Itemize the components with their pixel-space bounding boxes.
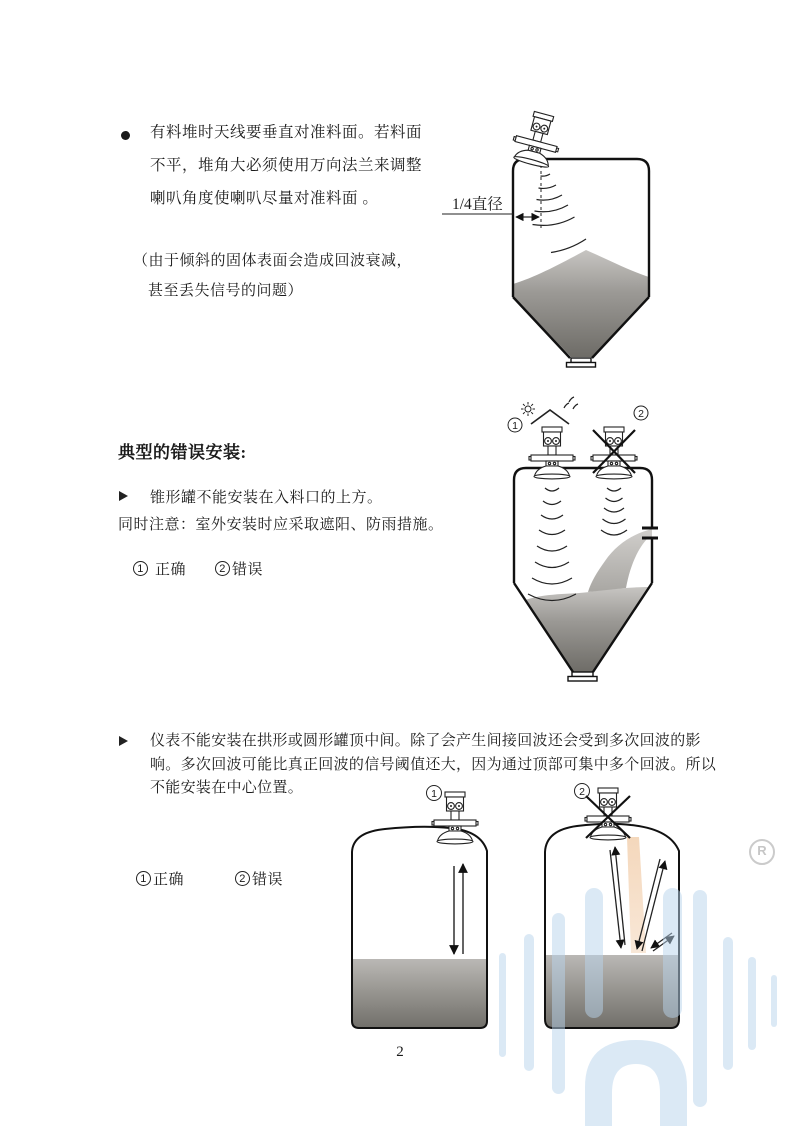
s2-legend-wrong: 错误 <box>232 562 264 578</box>
s2-heading: 典型的错误安装: <box>118 443 247 462</box>
s1-note-line-2: 甚至丢失信号的问题） <box>148 283 304 299</box>
s1-line-3: 喇叭角度使喇叭尽量对准料面 。 <box>150 190 379 207</box>
conical-tank-diagram <box>430 380 750 700</box>
dim-label-text: 1/4直径 <box>452 196 503 213</box>
measurement-arrows <box>454 864 463 954</box>
s1-note <box>133 246 412 306</box>
page-number: 2 <box>396 1044 404 1060</box>
material-pile-fill <box>513 250 649 357</box>
s2-item-line: 锥形罐不能安装在入料口的上方。 <box>150 490 383 506</box>
circled-1-label: 1 <box>133 561 148 576</box>
radar-sensor-icon <box>432 792 478 844</box>
material-fill <box>545 955 679 1028</box>
sun-icon <box>521 402 535 416</box>
circled-2-label: 2 <box>215 561 230 576</box>
horn-waves-left <box>528 488 576 601</box>
arched-tank-correct-diagram <box>340 782 500 1034</box>
circled-1-label <box>508 418 522 432</box>
s2-note-line: 同时注意：室外安装时应采取遮阳、防雨措施。 <box>118 517 444 533</box>
radar-sensor-correct-icon <box>529 427 575 479</box>
s3-line-3: 不能安装在中心位置。 <box>150 780 304 796</box>
s3-legend <box>136 868 283 889</box>
rain-icon <box>564 397 578 409</box>
s1-paragraph <box>150 116 422 215</box>
circled-1-label: 1 <box>136 871 151 886</box>
s1-note-line-1: （由于倾斜的固体表面会造成回波衰减， <box>133 253 413 269</box>
outlet-flange <box>568 672 597 681</box>
horn-waves-right <box>601 488 627 535</box>
s3-legend-correct: 正确 <box>153 872 185 888</box>
s3-line-2: 响。多次回波可能比真正回波的信号阈值还大，因为通过顶部可集中多个回波。所以 <box>150 756 717 773</box>
svg-text:1: 1 <box>512 419 518 432</box>
material-fill <box>352 959 487 1028</box>
s2-legend-correct: 正确 <box>155 562 187 578</box>
circled-2-label <box>634 406 648 420</box>
arrow-bullet-icon <box>119 491 128 501</box>
circled-2-label: 2 <box>235 871 250 886</box>
arrow-bullet-icon <box>119 736 128 746</box>
bullet-dot-icon <box>121 131 130 140</box>
silo-diagram <box>440 100 700 390</box>
s1-line-1: 有料堆时天线要垂直对准料面。若料面 <box>150 124 423 141</box>
s3-legend-wrong: 错误 <box>252 872 284 888</box>
arched-tank-wrong-diagram <box>535 780 695 1032</box>
registered-trademark-icon: R <box>749 839 775 865</box>
sunshade-roof-icon <box>531 410 569 424</box>
circled-2-label <box>575 784 590 799</box>
circled-1-label <box>427 786 442 801</box>
s3-line-1: 仪表不能安装在拱形或圆形罐顶中间。除了会产生间接回波还会受到多次回波的影 <box>150 733 701 749</box>
s2-legend <box>133 558 263 579</box>
beam-cone <box>627 837 646 953</box>
svg-text:1: 1 <box>431 787 437 800</box>
outlet-flange <box>567 358 596 367</box>
s1-line-2: 不平，堆角大必须使用万向法兰来调整 <box>150 157 423 174</box>
svg-text:2: 2 <box>638 407 644 420</box>
dimension-label <box>442 195 539 217</box>
svg-text:2: 2 <box>579 785 585 798</box>
